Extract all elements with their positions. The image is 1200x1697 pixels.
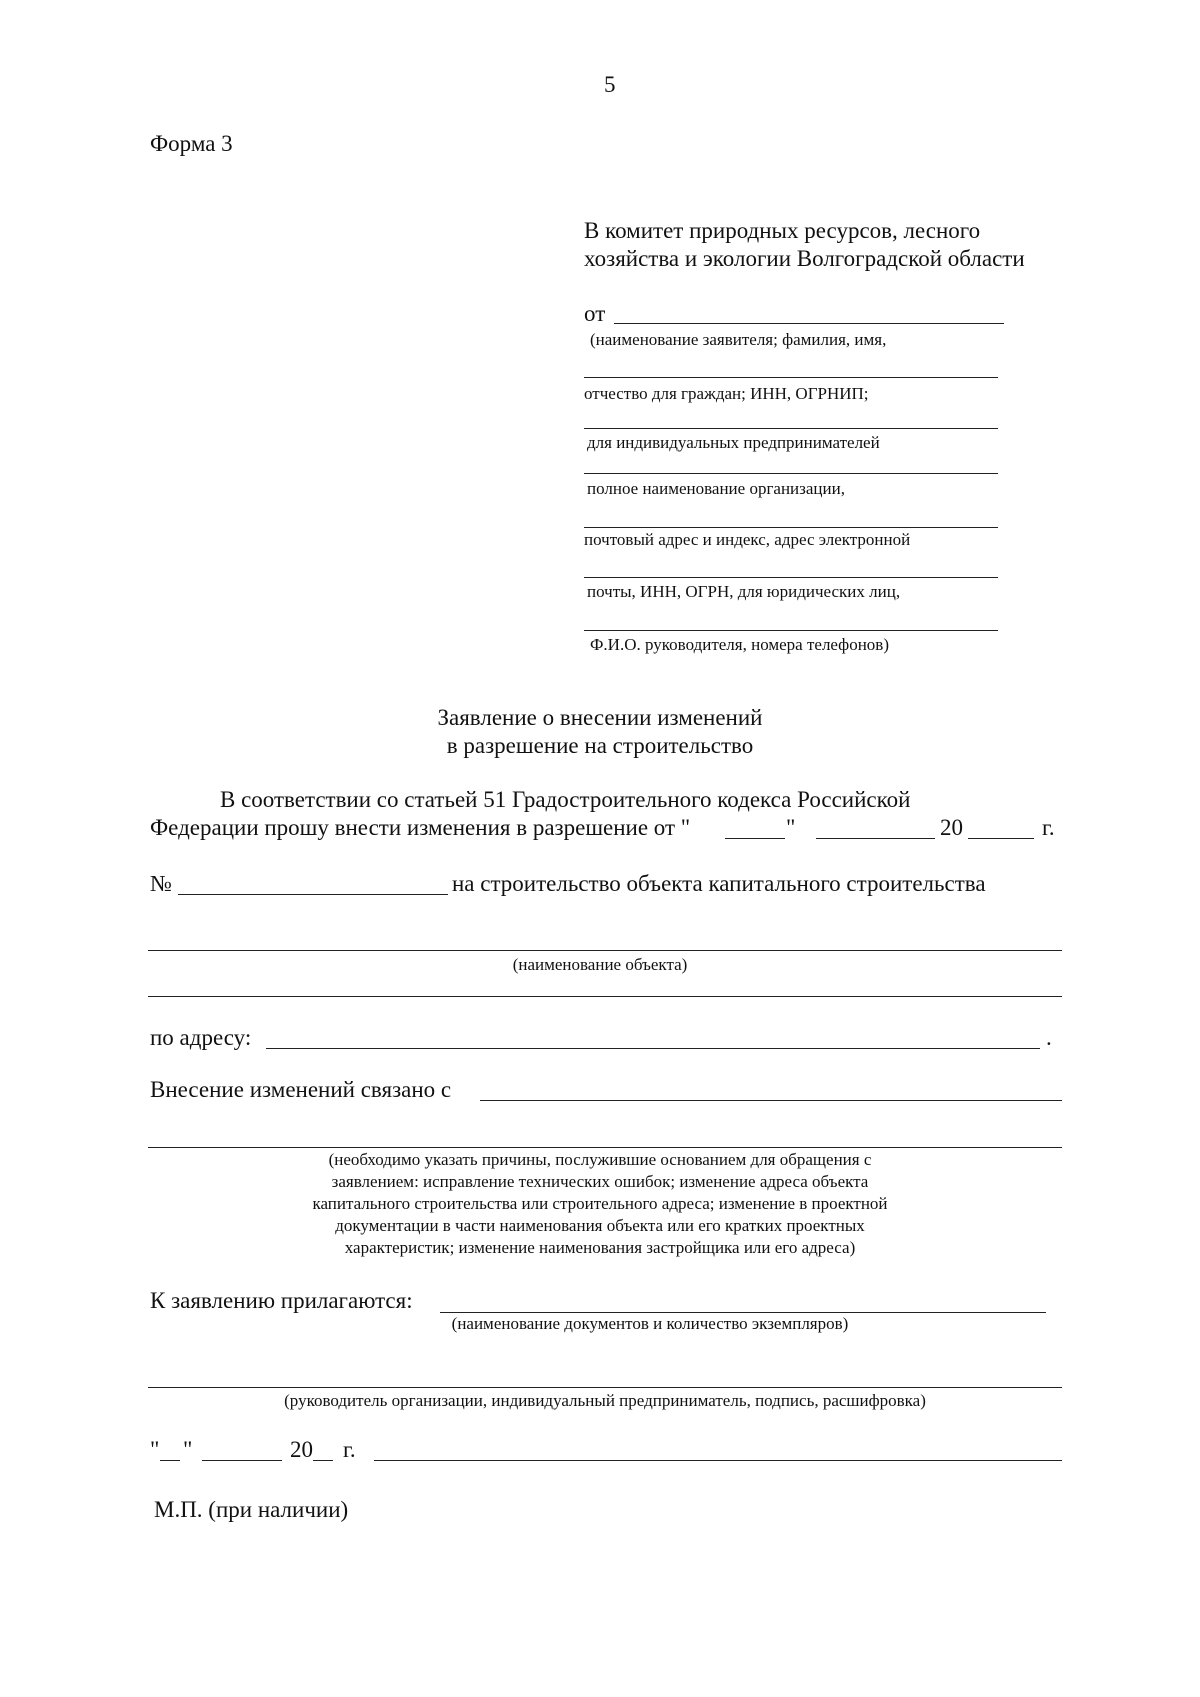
date-g: г. [343,1437,356,1462]
quote-close: " [786,815,796,840]
reasons-caption-4: документации в части наименования объекта или его кратких проектных [335,1216,865,1235]
applicant-line-6[interactable] [584,577,998,578]
attachments-label: К заявлению прилагаются: [150,1288,413,1313]
applicant-line-5[interactable] [584,527,998,528]
number-tail: на строительство объекта капитального строительства [452,871,986,896]
permit-number-field[interactable] [178,894,448,895]
applicant-line-2[interactable] [584,377,998,378]
object-caption: (наименование объекта) [512,955,688,974]
document-title-line-2: в разрешение на строительство [446,733,754,758]
applicant-caption-6: почты, ИНН, ОГРН, для юридических лиц, [587,582,901,601]
applicant-caption-4: полное наименование организации, [587,479,845,498]
reasons-caption-3: капитального строительства или строительного адреса; изменение в проектной [312,1194,888,1213]
page-number: 5 [604,72,616,97]
applicant-line-7[interactable] [584,630,998,631]
date-year-prefix: 20 [290,1437,313,1462]
paragraph-line-1: В соответствии со статьей 51 Градостроительного кодекса Российской [220,787,911,812]
changes-label: Внесение изменений связано с [150,1077,452,1102]
date-quote-open: " [150,1437,160,1462]
address-field[interactable] [266,1048,1040,1049]
reasons-caption-1: (необходимо указать причины, послужившие основанием для обращения с [328,1150,872,1169]
address-label: по адресу: [150,1025,252,1050]
date-quote-close: " [183,1437,193,1462]
applicant-caption-5: почтовый адрес и индекс, адрес электронной [584,530,911,549]
addressee-line-1: В комитет природных ресурсов, лесного [584,218,981,243]
reasons-caption-2: заявлением: исправление технических ошибок; изменение адреса объекта [331,1172,869,1191]
year-suffix: г. [1042,815,1055,840]
applicant-name-field[interactable] [614,323,1004,324]
addressee-line-2: хозяйства и экологии Волгоградской области [584,246,1025,271]
date-month-field[interactable] [202,1460,282,1461]
object-name-field-2[interactable] [148,996,1062,997]
attachments-field[interactable] [440,1312,1046,1313]
object-name-field[interactable] [148,950,1062,951]
applicant-line-3[interactable] [584,428,998,429]
year-prefix: 20 [940,815,963,840]
changes-reason-field[interactable] [480,1100,1062,1101]
applicant-caption-2: отчество для граждан; ИНН, ОГРНИП; [584,384,869,403]
document-title-line-1: Заявление о внесении изменений [437,705,763,730]
attachments-caption: (наименование документов и количество экземпляров) [451,1314,849,1333]
permit-day-field[interactable] [725,838,785,839]
applicant-caption-7: Ф.И.О. руководителя, номера телефонов) [590,635,889,654]
applicant-caption-1: (наименование заявителя; фамилия, имя, [590,330,887,349]
address-end: . [1046,1025,1052,1050]
reasons-caption-5: характеристик; изменение наименования застройщика или его адреса) [344,1238,856,1257]
permit-year-field[interactable] [968,838,1034,839]
permit-month-field[interactable] [816,838,935,839]
changes-reason-field-2[interactable] [148,1147,1062,1148]
from-label: от [584,301,606,326]
stamp-label: М.П. (при наличии) [154,1497,349,1522]
date-year-field[interactable] [313,1460,333,1461]
signature-caption: (руководитель организации, индивидуальный предприниматель, подпись, расшифровка) [284,1391,926,1410]
date-signature-field[interactable] [374,1460,1062,1461]
applicant-caption-3: для индивидуальных предпринимателей [587,433,880,452]
form-label: Форма 3 [150,131,233,156]
date-day-field[interactable] [160,1460,180,1461]
number-sign: № [150,871,172,896]
signature-field[interactable] [148,1387,1062,1388]
applicant-line-4[interactable] [584,473,998,474]
paragraph-line-2: Федерации прошу внести изменения в разрешение от " [150,815,691,840]
